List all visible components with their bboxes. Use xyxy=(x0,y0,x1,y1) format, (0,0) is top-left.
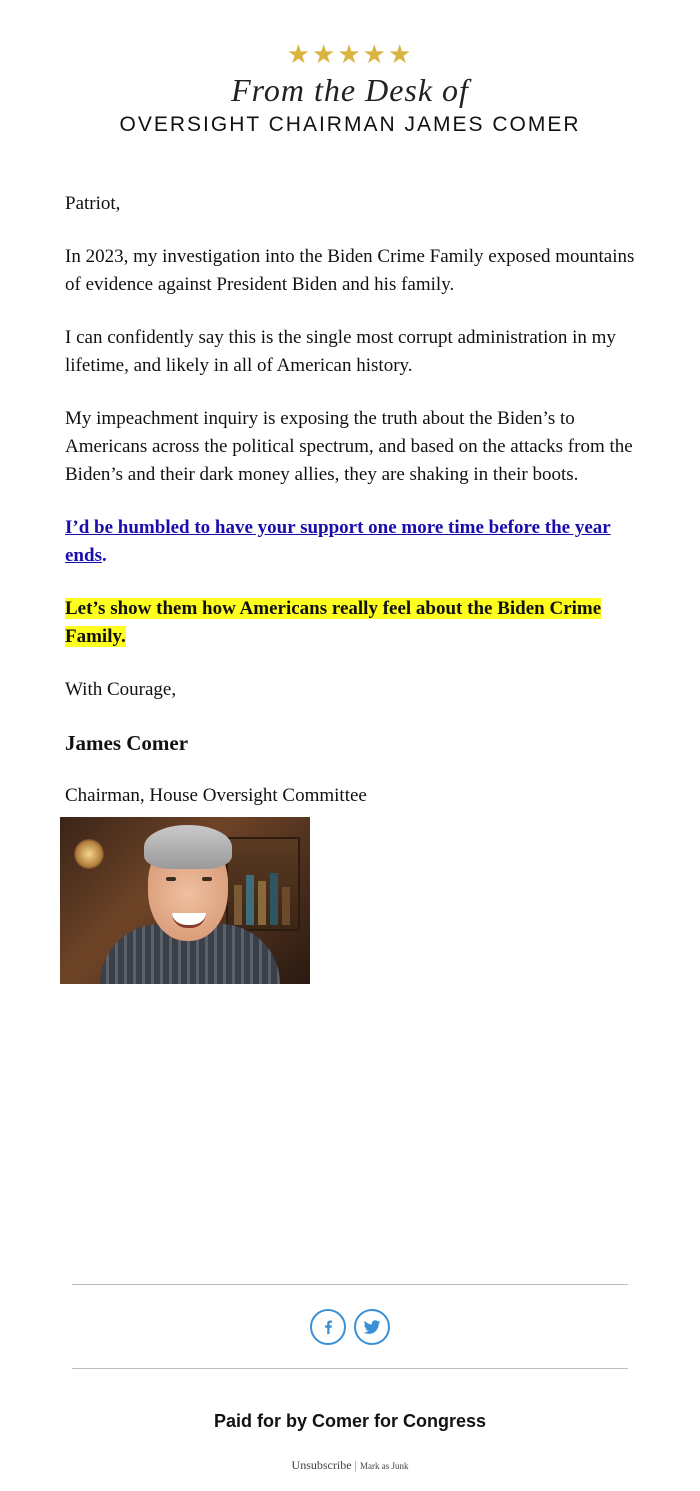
cta-period: . xyxy=(101,545,107,566)
signer-title: Chairman, House Oversight Committee xyxy=(65,785,367,806)
closing: With Courage, xyxy=(65,679,177,700)
signer-name: James Comer xyxy=(65,731,189,755)
paid-for-disclaimer: Paid for by Comer for Congress xyxy=(213,1411,487,1431)
eye xyxy=(166,877,176,881)
book xyxy=(270,873,278,925)
footer-links xyxy=(0,1456,700,1474)
highlighted-text: Let’s show them how Americans really feel about the Biden Crime Family. xyxy=(65,598,602,647)
social-links xyxy=(0,1309,700,1345)
highlight-paragraph xyxy=(65,595,645,651)
book xyxy=(258,881,266,925)
paragraph-3: My impeachment inquiry is exposing the truth about the Biden’s to Americans across the political spectrum, and based on the attacks from the Biden’s and their dark money allies, they are shaking in their boots. xyxy=(65,408,633,485)
book xyxy=(246,875,254,925)
link-separator: | xyxy=(354,1458,357,1472)
twitter-icon[interactable] xyxy=(354,1309,390,1345)
signer-photo xyxy=(60,817,310,984)
unsubscribe-link[interactable]: Unsubscribe xyxy=(291,1458,352,1472)
letterhead-title: OVERSIGHT CHAIRMAN JAMES COMER xyxy=(119,113,581,136)
donate-link[interactable]: I’d be humbled to have your support one more time before the year ends xyxy=(65,517,611,566)
from-the-desk-line: From the Desk of xyxy=(231,72,469,108)
eye xyxy=(202,877,212,881)
letterhead xyxy=(0,40,700,138)
paragraph-1: In 2023, my investigation into the Biden Crime Family exposed mountains of evidence against President Biden and his family. xyxy=(65,246,635,295)
stars-icon: ★★★★★ xyxy=(286,40,414,70)
book xyxy=(234,885,242,925)
book xyxy=(282,887,290,925)
letter-body xyxy=(65,190,645,835)
greeting: Patriot, xyxy=(65,193,121,214)
hair xyxy=(144,825,232,869)
cta-paragraph xyxy=(65,514,645,570)
divider-bottom xyxy=(72,1368,628,1369)
bookshelf xyxy=(226,837,300,931)
lamp-glow xyxy=(74,839,104,869)
paragraph-2: I can confidently say this is the single most corrupt administration in my lifetime, and likely in all of American history. xyxy=(65,327,616,376)
mark-as-junk-link[interactable]: Mark as Junk xyxy=(359,1461,409,1471)
divider-top xyxy=(72,1284,628,1285)
facebook-icon[interactable] xyxy=(310,1309,346,1345)
